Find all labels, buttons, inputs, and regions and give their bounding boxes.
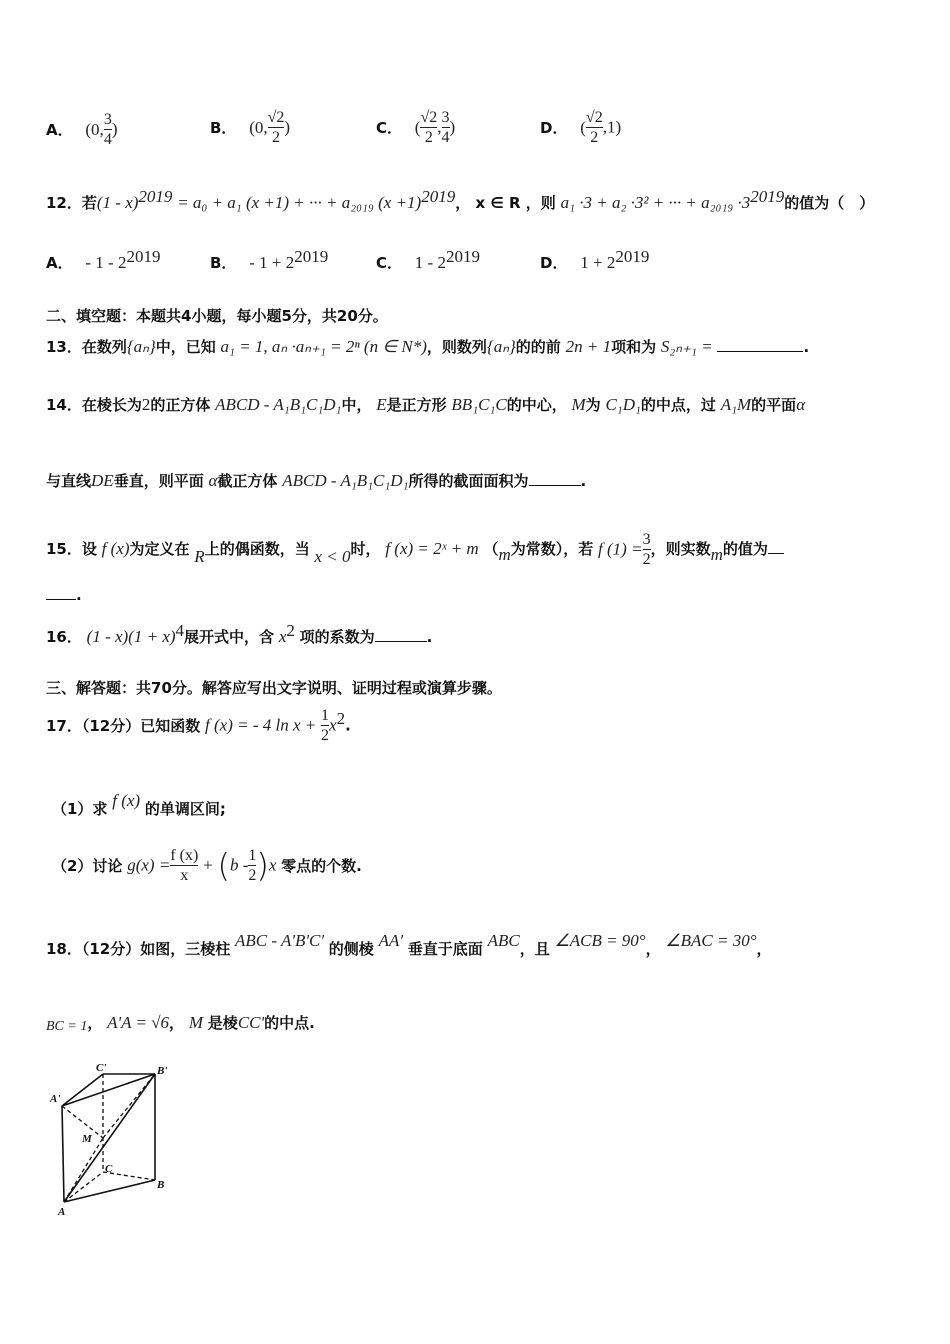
expr: C₁D₁ bbox=[605, 395, 641, 414]
expr: R bbox=[194, 547, 205, 566]
q17-stem bbox=[46, 706, 351, 745]
edge-a1b1 bbox=[62, 1074, 155, 1106]
text: . bbox=[803, 338, 810, 356]
answer-blank-continued[interactable] bbox=[46, 599, 76, 600]
q12-option-c bbox=[376, 247, 480, 273]
q15-line2 bbox=[46, 586, 82, 604]
label-b: B bbox=[157, 1179, 165, 1191]
exponent: 4 bbox=[175, 621, 185, 640]
text: 上的偶函数，当 bbox=[204, 540, 310, 558]
text: 所得的截面面积为 bbox=[408, 472, 529, 490]
text: 的平面 bbox=[751, 396, 797, 414]
option-label: A． bbox=[46, 121, 73, 139]
expr: A'A = √6 bbox=[107, 1013, 170, 1032]
text: . bbox=[76, 586, 82, 604]
exponent: 2019 bbox=[421, 187, 456, 206]
expr: {aₙ} bbox=[486, 337, 516, 356]
expr: {aₙ} bbox=[126, 337, 156, 356]
expr: x bbox=[278, 627, 287, 646]
text: 的中心， bbox=[506, 396, 567, 414]
option-label: B． bbox=[210, 119, 237, 137]
label-m: M bbox=[82, 1133, 92, 1145]
paren-close: ) bbox=[256, 846, 269, 885]
q18-line1 bbox=[46, 930, 772, 958]
exponent: 2019 bbox=[126, 247, 161, 266]
q14-line1 bbox=[46, 394, 805, 415]
text: ， bbox=[756, 940, 772, 958]
expr: (1 - x)(1 + x) bbox=[86, 627, 176, 646]
fraction: $\frac{1}{2}$ bbox=[248, 847, 257, 884]
q12-option-d bbox=[540, 247, 650, 273]
text: ， x ∈ R ，则 bbox=[455, 194, 556, 212]
section-heading-solve: 三、解答题：共70分。解答应写出文字说明、证明过程或演算步骤。 bbox=[46, 679, 502, 697]
expr: m bbox=[710, 545, 723, 564]
q11-option-d bbox=[540, 108, 621, 147]
option-label: A． bbox=[46, 254, 73, 272]
expr: x bbox=[268, 855, 277, 875]
text: 的单调区间; bbox=[144, 800, 226, 818]
text: 15．设 bbox=[46, 540, 97, 558]
exponent: 2019 bbox=[294, 247, 329, 266]
text: （1）求 bbox=[52, 800, 108, 818]
text: 为定义在 bbox=[129, 540, 190, 558]
option-text: - 1 + 2 bbox=[249, 253, 295, 272]
expr: 2 bbox=[141, 395, 151, 414]
q16 bbox=[46, 621, 433, 647]
text: （2）讨论 bbox=[52, 857, 123, 875]
expr: f (x) bbox=[112, 791, 141, 810]
expr: f (x) = - 4 ln x + bbox=[205, 715, 317, 735]
option-label: D． bbox=[540, 254, 568, 272]
expr: 2n + 1 bbox=[565, 337, 612, 356]
text: 17．（12分）已知函数 bbox=[46, 717, 201, 735]
text: 的中点. bbox=[264, 1014, 315, 1032]
label-c1: C' bbox=[96, 1062, 107, 1074]
label-c: C bbox=[105, 1163, 113, 1175]
label-b1: B' bbox=[157, 1065, 168, 1077]
expr: CC' bbox=[237, 1013, 265, 1032]
exponent: 2019 bbox=[138, 187, 173, 206]
text: 的的前 bbox=[515, 338, 561, 356]
text: 与直线 bbox=[46, 472, 92, 490]
text: ， bbox=[169, 1014, 185, 1032]
fraction: $\frac{3}{4}$ bbox=[441, 109, 450, 146]
prism-figure bbox=[48, 1060, 178, 1220]
expr: f (x) bbox=[101, 539, 130, 558]
expr: AA' bbox=[378, 931, 403, 950]
q13 bbox=[46, 336, 809, 357]
q14-line2 bbox=[46, 470, 586, 491]
text: 项和为 bbox=[611, 338, 657, 356]
text: （ bbox=[483, 540, 499, 558]
q18-line2 bbox=[46, 1012, 315, 1033]
text: . bbox=[580, 472, 587, 490]
option-close: ,1) bbox=[602, 117, 622, 137]
expr: α bbox=[208, 471, 218, 490]
text: 的侧棱 bbox=[328, 940, 374, 958]
text: 是正方形 bbox=[386, 396, 447, 414]
question-number: 12．若 bbox=[46, 194, 97, 212]
option-label: B． bbox=[210, 254, 237, 272]
option-label: C． bbox=[376, 254, 403, 272]
text: 中，已知 bbox=[155, 338, 216, 356]
expr: ABC - A'B'C' bbox=[235, 931, 325, 950]
expr: ABCD - A₁B₁C₁D₁ bbox=[282, 471, 409, 490]
expr: x bbox=[329, 715, 337, 735]
fraction: $\frac{3}{2}$ bbox=[642, 531, 651, 568]
option-text: - 1 - 2 bbox=[85, 253, 127, 272]
expr: x < 0 bbox=[314, 547, 351, 566]
option-open: ( bbox=[414, 117, 421, 137]
text: 展开式中，含 bbox=[184, 628, 275, 646]
expr: M bbox=[188, 1013, 204, 1032]
expr: = a₀ + a₁ (x +1) + ··· + a₂₀₁₉ (x +1) bbox=[177, 193, 422, 212]
exponent: 2 bbox=[336, 709, 346, 728]
option-label: D． bbox=[540, 119, 568, 137]
expr: α bbox=[796, 395, 806, 414]
text: 的正方体 bbox=[150, 396, 211, 414]
label-a: A bbox=[58, 1206, 66, 1218]
text: ，则实数 bbox=[650, 540, 711, 558]
text: 垂直于底面 bbox=[407, 940, 483, 958]
expr: E bbox=[376, 395, 387, 414]
exponent: 2019 bbox=[750, 187, 785, 206]
text: ， bbox=[87, 1014, 103, 1032]
expr: S₂ₙ₊₁ = bbox=[660, 337, 713, 356]
option-close: ) bbox=[111, 119, 118, 139]
text: 13．在数列 bbox=[46, 338, 127, 356]
text: 为常数），若 bbox=[510, 540, 594, 558]
edge-a1c1 bbox=[62, 1074, 103, 1106]
option-comma: , bbox=[437, 117, 442, 137]
text: 为 bbox=[585, 396, 601, 414]
text: 14．在棱长为 bbox=[46, 396, 142, 414]
edge-aa1 bbox=[62, 1106, 64, 1202]
expr: M bbox=[571, 395, 586, 414]
answer-blank[interactable] bbox=[375, 641, 427, 642]
answer-blank[interactable] bbox=[768, 553, 784, 554]
text: 垂直，则平面 bbox=[113, 472, 204, 490]
text: ，则数列 bbox=[426, 338, 487, 356]
expr: ABCD - A₁B₁C₁D₁ bbox=[215, 395, 342, 414]
expr: + bbox=[203, 855, 213, 875]
option-close: ) bbox=[284, 117, 291, 137]
expr: DE bbox=[91, 471, 114, 490]
text: 截正方体 bbox=[217, 472, 278, 490]
fraction: $\frac{1}{2}$ bbox=[321, 707, 330, 744]
fraction: $\frac{√2}{2}$ bbox=[267, 109, 285, 146]
expr: ABC bbox=[487, 931, 520, 950]
answer-blank[interactable] bbox=[529, 485, 581, 486]
text: 的值为（ ） bbox=[784, 194, 875, 212]
q11-option-c bbox=[376, 108, 455, 147]
option-text: 1 - 2 bbox=[414, 253, 446, 272]
exponent: 2 bbox=[286, 621, 295, 640]
paren-open: ( bbox=[217, 846, 230, 885]
expr: m bbox=[498, 545, 511, 564]
expr: A₁M bbox=[720, 395, 752, 414]
text: 中， bbox=[341, 396, 372, 414]
text: 是棱 bbox=[207, 1014, 238, 1032]
text: ，且 bbox=[519, 940, 550, 958]
option-close: ) bbox=[449, 117, 456, 137]
text: 时， bbox=[350, 540, 381, 558]
q17-part2 bbox=[52, 846, 362, 885]
q11-option-a bbox=[46, 110, 117, 149]
expr: f (1) = bbox=[598, 539, 643, 559]
fraction: $\frac{√2}{2}$ bbox=[585, 109, 603, 146]
option-open: (0, bbox=[249, 117, 268, 137]
q15-line1 bbox=[46, 530, 784, 569]
exponent: 2019 bbox=[445, 247, 480, 266]
text: 的值为 bbox=[722, 540, 768, 558]
expr: b - bbox=[229, 855, 249, 875]
fraction: $\frac{3}{4}$ bbox=[103, 111, 112, 148]
text: . bbox=[426, 628, 433, 646]
expr: ∠BAC = 30° bbox=[665, 931, 757, 950]
q17-part1 bbox=[52, 790, 226, 818]
label-a1: A' bbox=[50, 1093, 61, 1105]
text: 16． bbox=[46, 628, 82, 646]
q12-option-b bbox=[210, 247, 329, 273]
expr: a₁ ·3 + a₂ ·3² + ··· + a₂₀₁₉ ·3 bbox=[560, 193, 751, 212]
option-open: (0, bbox=[85, 119, 104, 139]
text: ， bbox=[645, 940, 661, 958]
exponent: 2019 bbox=[615, 247, 650, 266]
expr: ∠ACB = 90° bbox=[554, 931, 646, 950]
expr: BB₁C₁C bbox=[451, 395, 507, 414]
fraction: $\frac{f (x)}{x}$ bbox=[170, 847, 199, 884]
q11-option-b bbox=[210, 108, 290, 147]
expr: g(x) = bbox=[127, 855, 171, 875]
text: 零点的个数. bbox=[281, 857, 362, 875]
expr: f (x) = 2ˣ + m bbox=[385, 539, 479, 558]
option-open: ( bbox=[580, 117, 586, 137]
section-heading-fill-in: 二、填空题：本题共4小题，每小题5分，共20分。 bbox=[46, 307, 388, 325]
text: . bbox=[345, 716, 351, 735]
expr: BC = 1 bbox=[46, 1019, 88, 1034]
text: 项的系数为 bbox=[299, 628, 375, 646]
q12-stem bbox=[46, 187, 875, 213]
option-label: C． bbox=[376, 119, 403, 137]
text: 18．（12分）如图，三棱柱 bbox=[46, 940, 231, 958]
option-text: 1 + 2 bbox=[580, 253, 616, 272]
expr: (1 - x) bbox=[96, 193, 139, 212]
q12-option-a bbox=[46, 247, 161, 273]
text: 的中点，过 bbox=[640, 396, 716, 414]
answer-blank[interactable] bbox=[717, 351, 803, 352]
expr: a₁ = 1, aₙ ·aₙ₊₁ = 2ⁿ (n ∈ N*) bbox=[220, 337, 427, 356]
fraction: $\frac{√2}{2}$ bbox=[420, 109, 438, 146]
